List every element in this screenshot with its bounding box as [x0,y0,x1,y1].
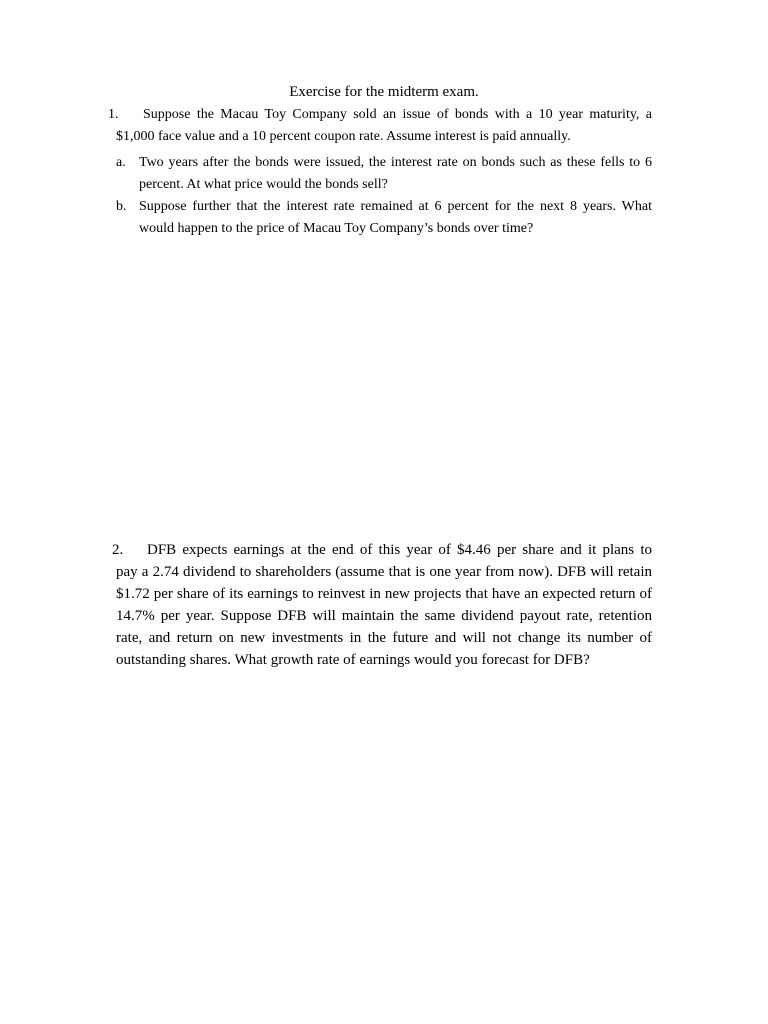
part-a-text: Two years after the bonds were issued, the interest rate on bonds such as these fells to 6 percent. At what price would the bonds sell? [139,155,652,192]
question-1-line-1: Suppose the Macau Toy Company sold an issue of bonds with a 10 year maturity, a [143,107,652,122]
page-title: Exercise for the midterm exam. [289,84,479,100]
question-2-body: pay a 2.74 dividend to shareholders (assume that is one year from now). DFB will retain $1.72 per share of its earnings to reinvest in new projects that have an expected return of 14.7% per year. Suppose DFB will maintain the same dividend payout rate, retention rate, and return on new investments in the future and will not change its number of outstanding shares. What growth rate of earnings would you forecast for DFB? [116,564,652,668]
question-2-number: 2. [112,542,124,558]
part-b-text: Suppose further that the interest rate remained at 6 percent for the next 8 years. What would happen to the price of Macau Toy Company’s bonds over time? [139,199,652,236]
part-a-label: a. [116,155,126,170]
question-1 [108,104,652,148]
question-1-line-2: $1,000 face value and a 10 percent coupon rate. Assume interest is paid annually. [116,129,571,144]
part-b-label: b. [116,199,127,214]
question-1-first-line [108,104,652,126]
question-2-first-line [112,539,652,561]
question-1-number: 1. [108,107,119,122]
question-2 [112,539,652,671]
question-1-part-a [116,152,652,196]
question-1-part-b [116,196,652,240]
question-2-line-1: DFB expects earnings at the end of this year of $4.46 per share and it plans to [147,542,652,558]
